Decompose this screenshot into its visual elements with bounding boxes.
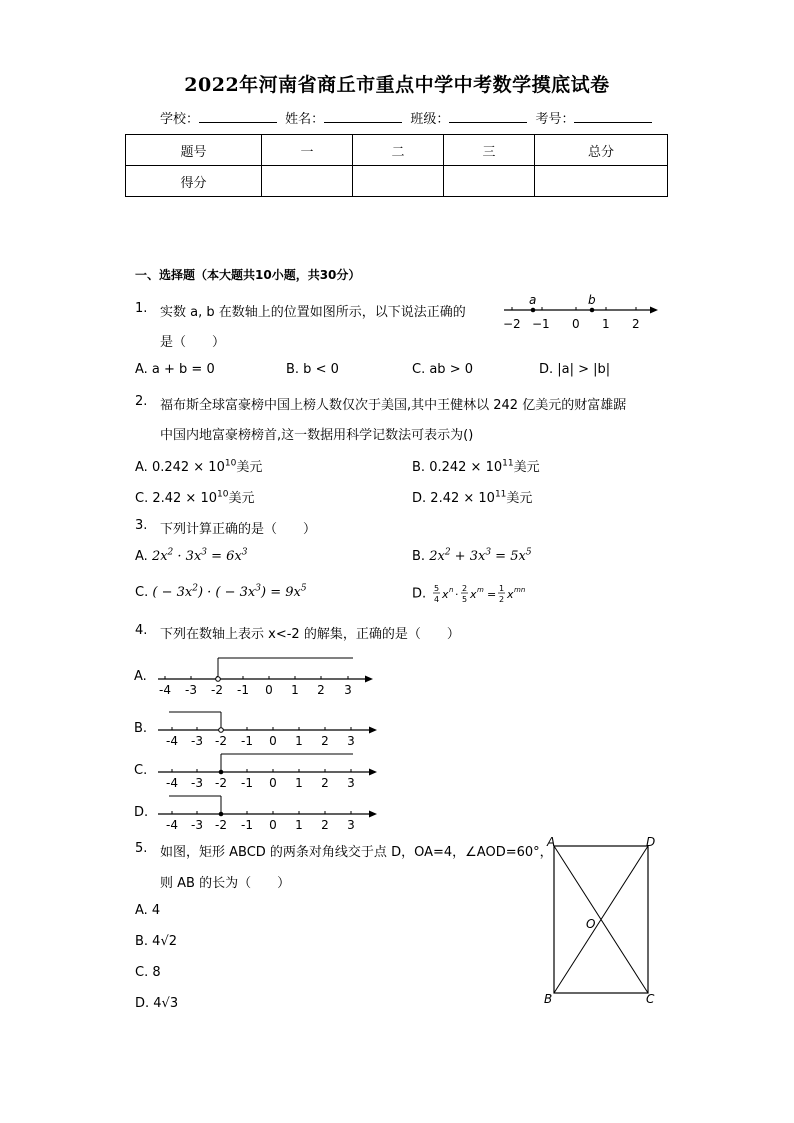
point-a-label: A — [547, 835, 556, 849]
score-header-cell: 三 — [444, 135, 535, 166]
tick-label: 0 — [265, 683, 273, 697]
point-a — [531, 308, 536, 313]
option-formula: $2x^2 \cdot 3x^3 = 6x^3$ — [151, 547, 248, 564]
q1-number-line — [500, 290, 665, 335]
tick-label: -4 — [166, 734, 178, 748]
tick-label: 0 — [269, 776, 277, 790]
q2-option-d[interactable] — [412, 487, 532, 506]
option-exponent: 10 — [224, 458, 237, 469]
option-label: D. — [412, 586, 427, 602]
q4-option-a-number-line[interactable] — [155, 655, 380, 697]
score-cell[interactable] — [535, 166, 668, 197]
svg-text:x: x — [507, 588, 514, 601]
name-label: 姓名： — [285, 112, 325, 127]
q2-number: 2. — [135, 394, 148, 409]
option-formula: $2x^2 + 3x^3 = 5x^5$ — [429, 547, 532, 564]
option-exponent: 10 — [217, 489, 229, 500]
option-label: C. — [135, 585, 149, 600]
q1-option-d[interactable]: D. |a| > |b| — [539, 362, 611, 377]
option-unit: 美元 — [513, 460, 540, 475]
tick-label: -4 — [166, 776, 178, 790]
tick-label: 2 — [321, 734, 329, 748]
tick-label: -3 — [191, 776, 203, 790]
tick-label: 2 — [317, 683, 325, 697]
axis-label: 2 — [632, 317, 640, 331]
name-field[interactable] — [324, 110, 402, 123]
svg-text:5: 5 — [462, 595, 468, 604]
svg-text:n: n — [449, 586, 454, 594]
q3-option-c[interactable] — [135, 585, 307, 600]
class-label: 班级： — [410, 112, 450, 127]
q4-option-b-number-line[interactable] — [155, 708, 385, 750]
option-label: C. — [135, 491, 149, 506]
tick-label: 1 — [295, 818, 303, 832]
option-label: B. — [412, 549, 426, 564]
svg-text:x: x — [442, 588, 449, 601]
svg-text:x: x — [470, 588, 477, 601]
svg-text:=: = — [487, 588, 497, 601]
q1-option-a[interactable]: A. a + b = 0 — [135, 362, 215, 377]
q4-option-c-number-line[interactable] — [155, 750, 385, 792]
option-base: 0.242 × 10 — [429, 460, 503, 475]
option-base: 2.42 × 10 — [430, 491, 495, 506]
option-unit: 美元 — [228, 491, 255, 506]
option-unit: 美元 — [236, 460, 263, 475]
q4-option-b-label[interactable]: B. — [134, 721, 148, 736]
point-d-label: D — [646, 835, 656, 849]
option-exponent: 11 — [494, 489, 507, 500]
q4-text: 下列在数轴上表示 x<-2 的解集，正确的是（ ） — [160, 627, 460, 642]
tick-label: 3 — [347, 734, 355, 748]
tick-label: -3 — [185, 683, 197, 697]
score-cell[interactable] — [444, 166, 535, 197]
svg-text:2: 2 — [462, 584, 468, 593]
number-field[interactable] — [574, 110, 652, 123]
tick-label: 3 — [344, 683, 352, 697]
q3-text: 下列计算正确的是（ ） — [160, 522, 317, 537]
tick-label: 1 — [295, 734, 303, 748]
tick-label: 1 — [295, 776, 303, 790]
score-cell[interactable] — [353, 166, 444, 197]
point-c-label: C — [646, 992, 655, 1006]
q5-option-b[interactable]: B. 4√2 — [135, 934, 178, 949]
score-header-cell: 二 — [353, 135, 444, 166]
point-o-label: O — [586, 917, 596, 931]
option-base: 2.42 × 10 — [152, 491, 218, 506]
svg-text:1: 1 — [499, 584, 505, 593]
q1-option-b[interactable]: B. b < 0 — [286, 362, 339, 377]
score-header-cell: 总分 — [535, 135, 668, 166]
q2-option-b[interactable] — [412, 456, 540, 475]
q2-option-a[interactable] — [135, 456, 262, 475]
number-label: 考号： — [535, 112, 575, 127]
tick-label: -4 — [166, 818, 178, 832]
svg-text:·: · — [455, 588, 459, 601]
q4-number: 4. — [135, 623, 148, 638]
q4-option-a-label[interactable]: A. — [134, 669, 147, 684]
q5-option-c[interactable]: C. 8 — [135, 965, 161, 980]
q5-text: 如图，矩形 ABCD 的两条对角线交于点 D，OA=4，∠AOD=60°， — [160, 845, 553, 860]
tick-label: -2 — [215, 776, 227, 790]
score-header-cell: 题号 — [126, 135, 262, 166]
tick-label: -2 — [211, 683, 223, 697]
q2-option-c[interactable] — [135, 487, 254, 506]
tick-label: -3 — [191, 818, 203, 832]
q3-option-d[interactable] — [412, 582, 555, 606]
tick-label: 2 — [321, 776, 329, 790]
axis-label: 0 — [572, 317, 580, 331]
axis-label: 1 — [602, 317, 610, 331]
score-header-row — [126, 135, 668, 166]
score-row — [126, 166, 668, 197]
q3-option-b[interactable] — [412, 549, 532, 564]
rectangle-abcd-figure — [540, 834, 665, 1009]
tick-label: 2 — [321, 818, 329, 832]
tick-label: 0 — [269, 734, 277, 748]
option-label: D. — [412, 491, 427, 506]
q4-option-d-label[interactable]: D. — [134, 805, 149, 820]
point-b — [590, 308, 595, 313]
school-field[interactable] — [199, 110, 277, 123]
axis-label: −1 — [532, 317, 550, 331]
q3-option-a[interactable] — [135, 549, 248, 564]
option-base: 0.242 × 10 — [151, 460, 225, 475]
q1-number: 1. — [135, 301, 148, 316]
q5-number: 5. — [135, 841, 148, 856]
svg-text:5: 5 — [434, 584, 440, 593]
q5-text2: 则 AB 的长为（ ） — [160, 876, 291, 891]
svg-text:2: 2 — [499, 595, 505, 604]
point-a-label: a — [529, 293, 537, 307]
tick-label: 0 — [269, 818, 277, 832]
score-table — [125, 134, 668, 197]
tick-label: -2 — [215, 734, 227, 748]
tick-label: -1 — [241, 734, 253, 748]
svg-text:mn: mn — [514, 586, 526, 594]
q1-text2: 是（ ） — [160, 335, 226, 350]
tick-label: 3 — [347, 776, 355, 790]
q1-text: 实数 a, b 在数轴上的位置如图所示，以下说法正确的 — [160, 305, 466, 320]
option-exponent: 11 — [502, 458, 514, 469]
score-header-cell: 一 — [262, 135, 353, 166]
tick-label: -4 — [159, 683, 171, 697]
score-row-label: 得分 — [126, 166, 262, 197]
page-title: 2022年河南省商丘市重点中学中考数学摸底试卷 — [184, 74, 610, 96]
q4-option-d-number-line[interactable] — [155, 792, 385, 834]
point-b-label: B — [544, 992, 553, 1006]
option-label: B. — [412, 460, 426, 475]
q1-option-c[interactable]: C. ab > 0 — [412, 362, 473, 377]
axis-label: −2 — [503, 317, 521, 331]
option-label: A. — [135, 549, 148, 564]
q5-option-d[interactable]: D. 4√3 — [135, 996, 179, 1011]
option-unit: 美元 — [506, 491, 533, 506]
score-cell[interactable] — [262, 166, 353, 197]
tick-label: 3 — [347, 818, 355, 832]
student-info — [160, 108, 656, 127]
tick-label: -2 — [215, 818, 227, 832]
q2-text: 福布斯全球富豪榜中国上榜人数仅次于美国,其中王健林以 242 亿美元的财富雄踞 — [160, 398, 627, 413]
point-b-label: b — [588, 293, 596, 307]
tick-label: 1 — [291, 683, 299, 697]
tick-label: -1 — [237, 683, 249, 697]
class-field[interactable] — [449, 110, 527, 123]
section-heading: 一、选择题（本大题共10小题，共30分） — [135, 268, 361, 282]
q4-option-c-label[interactable]: C. — [134, 763, 148, 778]
q2-text2: 中国内地富豪榜榜首,这一数据用科学记数法可表示为() — [160, 428, 474, 443]
option-label: A. — [135, 460, 148, 475]
svg-text:4: 4 — [434, 595, 440, 604]
option-formula: ( − $3x^2$) · ( − $3x^3) = 9x^5$ — [152, 583, 307, 600]
option-formula — [430, 582, 555, 606]
q3-number: 3. — [135, 518, 148, 533]
tick-label: -1 — [241, 776, 253, 790]
school-label: 学校： — [160, 112, 200, 127]
q5-option-a[interactable]: A. 4 — [135, 903, 161, 918]
svg-text:m: m — [477, 586, 485, 594]
tick-label: -3 — [191, 734, 203, 748]
tick-label: -1 — [241, 818, 253, 832]
